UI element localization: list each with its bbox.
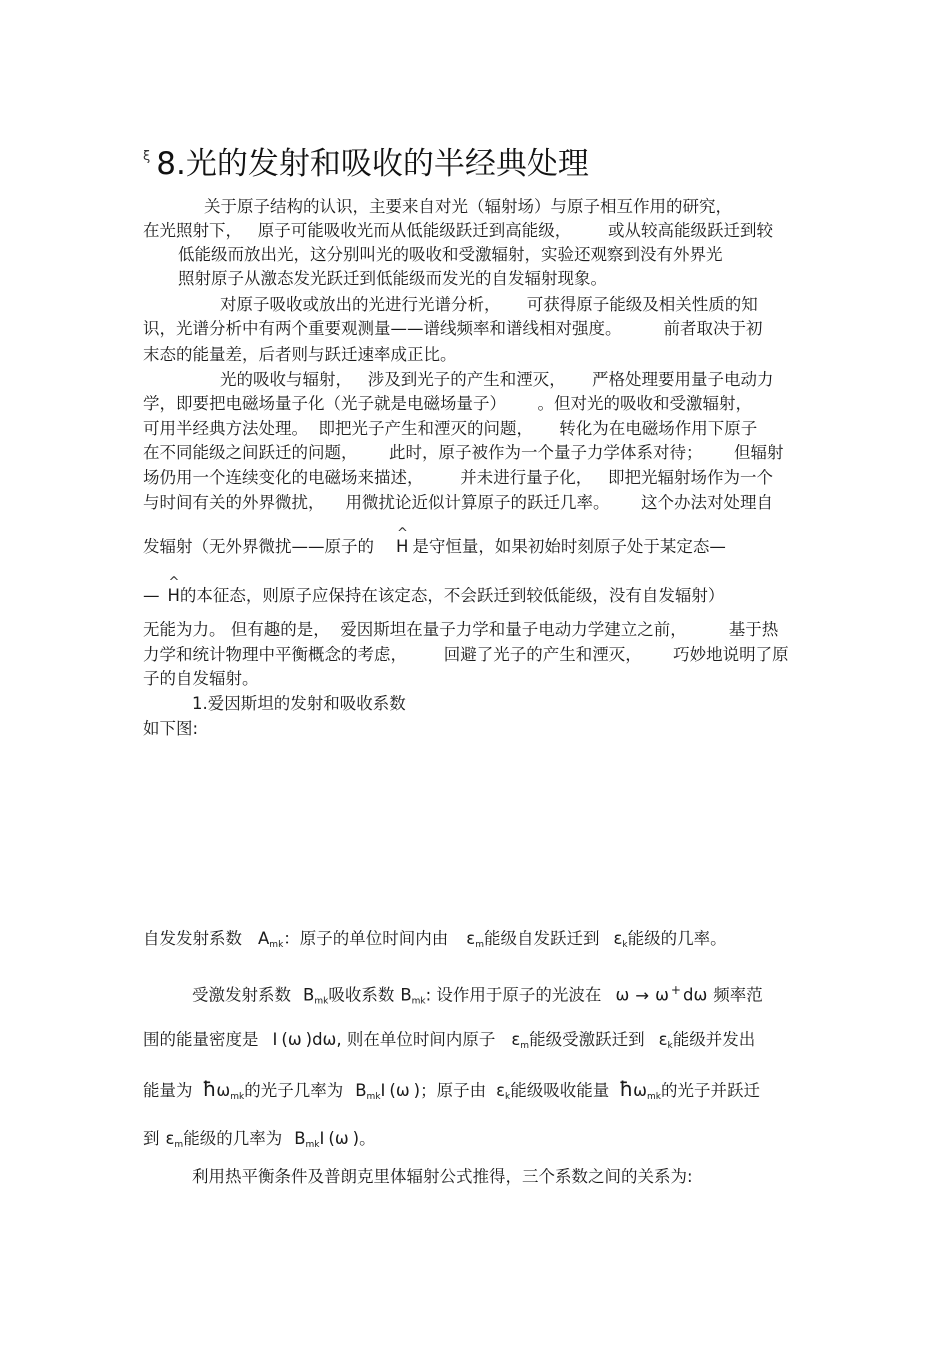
lparen-3: ( xyxy=(328,1129,335,1148)
symbol-epsilon-k: ε xyxy=(658,1030,668,1049)
def1-line xyxy=(143,928,727,956)
section-heading: 1.爱因斯坦的发射和吸收系数 xyxy=(192,694,406,713)
def2-text-3a: 能量为 xyxy=(143,1081,193,1100)
def2-text-3c: ；原子由 xyxy=(420,1081,487,1100)
sub-k: k xyxy=(667,1041,673,1051)
symbol-I: I xyxy=(272,1030,278,1049)
rparen-2: ) xyxy=(413,1081,421,1100)
p3b-text-c: — xyxy=(143,586,160,605)
def2-text-4c: 。 xyxy=(359,1129,376,1148)
hamiltonian-symbol-2 xyxy=(167,575,180,607)
p4-line-3: 子的自发辐射。 xyxy=(143,669,259,688)
p4-line-1: 无能为力。 但有趣的是， 爱因斯坦在量子力学和量子电动力学建立之前， 基于热 xyxy=(143,620,779,639)
symbol-B-2: B xyxy=(400,985,412,1005)
symbol-epsilon-m: ε xyxy=(511,1030,521,1049)
rparen-3: ) xyxy=(352,1129,360,1148)
p3-line-5: 场仍用一个连续变化的电磁场来描述， 并未进行量子化， 即把光辐射场作为一个 xyxy=(143,468,773,487)
symbol-A: A xyxy=(258,929,270,948)
symbol-epsilon-k-2: ε xyxy=(496,1081,506,1100)
page-title xyxy=(143,135,589,186)
hat-mark: ^ xyxy=(397,526,408,541)
hamiltonian-letter: H xyxy=(396,537,409,556)
p3b-line-2 xyxy=(143,575,725,607)
p2-line-1: 对原子吸收或放出的光进行光谱分析， 可获得原子能级及相关性质的知 xyxy=(220,295,758,314)
sub-mk-3: mk xyxy=(230,1092,245,1102)
symbol-epsilon-m-2: ε xyxy=(165,1129,175,1148)
figure-placeholder xyxy=(143,745,803,915)
p1-line-2: 在光照射下， 原子可能吸收光而从低能级跃迁到高能级， 或从较高能级跃迁到较 xyxy=(143,221,773,240)
def1-text-c: 能级自发跃迁到 xyxy=(483,929,600,948)
p4-line-2: 力学和统计物理中平衡概念的考虑， 回避了光子的产生和湮灭， 巧妙地说明了原 xyxy=(143,645,789,664)
p3-line-6: 与时间有关的外界微扰， 用微扰论近似计算原子的跃迁几率。 这个办法对处理自 xyxy=(143,493,773,512)
sub-mk-2: mk xyxy=(411,996,426,1007)
sub-mk: mk xyxy=(269,940,284,950)
symbol-hbar-2: ħ xyxy=(619,1077,634,1101)
p3-line-3: 可用半经典方法处理。 即把光子产生和湮灭的问题， 转化为在电磁场作用下原子 xyxy=(143,419,758,438)
plus-symbol: + xyxy=(670,983,681,997)
p3-line-2: 学，即要把电磁场量子化（光子就是电磁场量子） 。但对光的吸收和受激辐射， xyxy=(143,394,752,413)
hamiltonian-symbol xyxy=(396,526,409,558)
symbol-omega-6: ω xyxy=(633,1081,647,1100)
def2-label-1: 受激发射系数 xyxy=(192,985,291,1005)
symbol-B-3: B xyxy=(355,1081,367,1100)
sub-m: m xyxy=(475,940,484,950)
title-mark: ξ xyxy=(143,149,151,164)
def1-text-b: ：原子的单位时间内由 xyxy=(283,929,449,948)
def2-text-2a: 围的能量密度是 xyxy=(143,1030,259,1049)
sub-mk-5: mk xyxy=(646,1092,661,1102)
lparen-2: ( xyxy=(389,1081,396,1100)
def2-text-4b: 能级的几率为 xyxy=(183,1129,283,1148)
symbol-omega-4: ω xyxy=(216,1081,231,1100)
def2-line-3 xyxy=(143,1078,760,1108)
def2-text-4a: 到 xyxy=(143,1129,160,1148)
symbol-hbar: ħ xyxy=(202,1077,217,1101)
title-text: 8.光的发射和吸收的半经典处理 xyxy=(156,146,589,182)
def2-text-2c: 能级受激跃迁到 xyxy=(529,1030,645,1049)
symbol-omega-7: ω xyxy=(334,1129,349,1148)
figure-intro: 如下图: xyxy=(143,719,199,738)
def1-label: 自发发射系数 xyxy=(143,929,242,948)
symbol-d-omega: dω xyxy=(682,985,708,1005)
sub-m: m xyxy=(520,1041,530,1051)
rparen: ) xyxy=(305,1030,313,1049)
hamiltonian-letter-2: H xyxy=(167,586,180,605)
p1-line-3: 低能级而放出光，这分别叫光的吸收和受激辐射，实验还观察到没有外界光 xyxy=(178,245,723,264)
arrow-symbol: → xyxy=(635,985,650,1005)
symbol-I-3: I xyxy=(319,1129,325,1148)
symbol-omega-2: ω xyxy=(655,985,669,1005)
p1-line-1: 关于原子结构的认识，主要来自对光（辐射场）与原子相互作用的研究， xyxy=(204,197,732,216)
p3b-text-b: 是守恒量，如果初始时刻原子处于某定态— xyxy=(412,537,726,556)
def2-text-2b: , 则在单位时间内原子 xyxy=(336,1030,496,1049)
symbol-omega-5: ω xyxy=(395,1081,410,1100)
def2-line-2 xyxy=(143,1029,755,1057)
p2-line-3: 末态的能量差，后者则与跃迁速率成正比。 xyxy=(143,345,457,364)
symbol-omega-3: ω xyxy=(287,1030,302,1049)
def1-text-d: 能级的几率。 xyxy=(627,929,727,948)
symbol-omega: ω xyxy=(615,985,630,1005)
def2-text-1d: 频率范 xyxy=(713,985,763,1005)
sub-m-2: m xyxy=(174,1140,184,1150)
sub-mk-4: mk xyxy=(366,1092,381,1102)
def2-text-3e: 的光子并跃迁 xyxy=(660,1081,760,1100)
def2-label-2: 吸收系数 xyxy=(328,985,395,1005)
p3-line-4: 在不同能级之间跃迁的问题， 此时，原子被作为一个量子力学体系对待； 但辐射 xyxy=(143,443,784,462)
hat-mark-2: ^ xyxy=(168,575,180,590)
def2-line-1 xyxy=(192,979,763,1013)
symbol-I-2: I xyxy=(380,1081,386,1100)
p2-line-2: 识，光谱分析中有两个重要观测量——谱线频率和谱线相对强度。 前者取决于初 xyxy=(143,319,763,338)
sub-mk-6: mk xyxy=(305,1140,320,1150)
final-line: 利用热平衡条件及普朗克里体辐射公式推得，三个系数之间的关系为: xyxy=(192,1167,693,1186)
p3b-line-1 xyxy=(143,526,726,558)
symbol-B-4: B xyxy=(294,1129,306,1148)
symbol-B: B xyxy=(303,985,315,1005)
def2-text-3d: 能级吸收能量 xyxy=(510,1081,610,1100)
p3b-text-a: 发辐射（无外界微扰——原子的 xyxy=(143,537,374,556)
def2-line-4 xyxy=(143,1128,376,1156)
lparen: ( xyxy=(281,1030,288,1049)
def2-text-2d: 能级并发出 xyxy=(672,1030,756,1049)
sub-k: k xyxy=(622,940,628,950)
symbol-epsilon-m: ε xyxy=(466,929,476,948)
sub-mk: mk xyxy=(314,996,329,1007)
p3-line-1: 光的吸收与辐射， 涉及到光子的产生和湮灭， 严格处理要用量子电动力 xyxy=(220,370,774,389)
def2-text-3b: 的光子几率为 xyxy=(244,1081,344,1100)
p3b-text-d: 的本征态，则原子应保持在该定态，不会跃迁到较低能级，没有自发辐射） xyxy=(179,586,725,605)
symbol-d-omega-2: dω xyxy=(312,1030,337,1049)
def2-text-1c: : 设作用于原子的光波在 xyxy=(425,985,602,1005)
symbol-epsilon-k: ε xyxy=(613,929,623,948)
p1-line-4: 照射原子从激态发光跃迁到低能级而发光的自发辐射现象。 xyxy=(178,269,607,288)
sub-k-2: k xyxy=(505,1092,511,1102)
